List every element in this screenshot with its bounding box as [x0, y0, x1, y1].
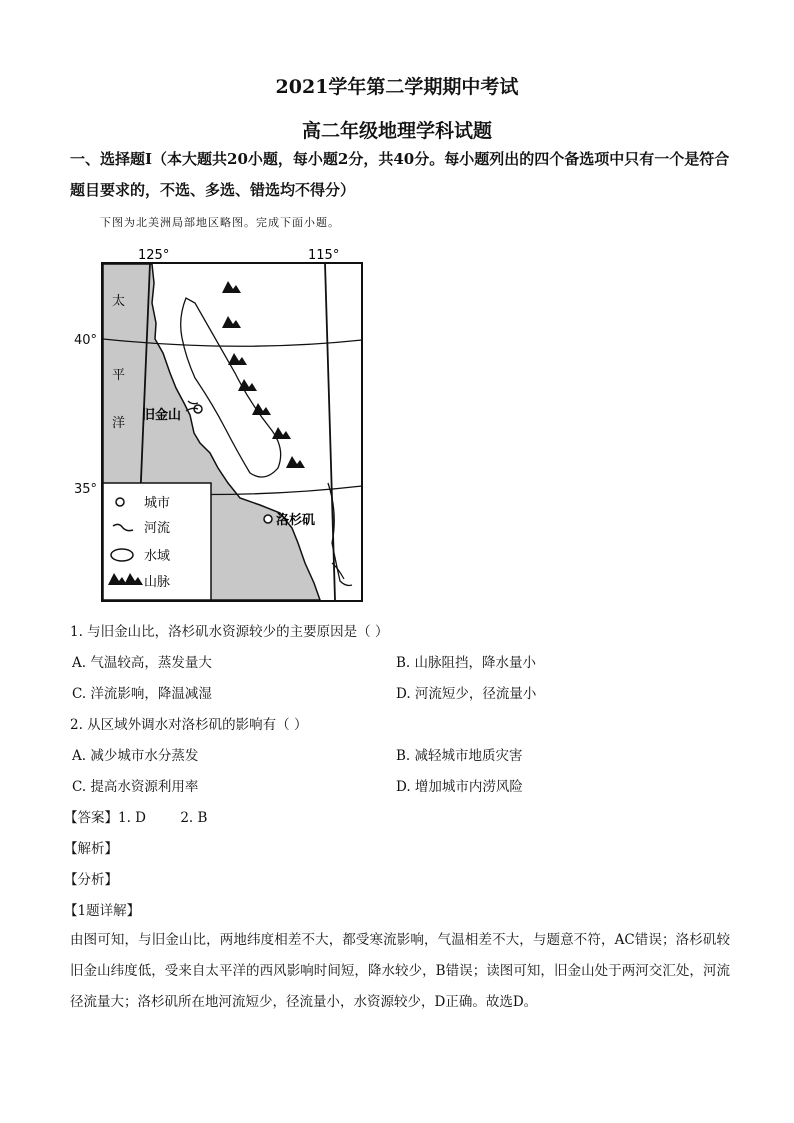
section-heading: 一、选择题Ⅰ（本大题共20小题，每小题2分，共40分。每小题列出的四个备选项中只有一个是符合题目要求的，不选、多选、错选均不得分）: [70, 150, 730, 199]
lat-label-40: 40°: [74, 333, 98, 348]
question-1-option-c[interactable]: C. 洋流影响，降温减湿: [72, 686, 212, 702]
ocean-char-1: 太: [112, 294, 126, 309]
lon-label-125: 125°: [138, 248, 170, 263]
legend-mountain: 山脉: [144, 575, 171, 590]
question-1-option-d[interactable]: D. 河流短少，径流量小: [396, 686, 537, 702]
lon-label-115: 115°: [308, 248, 340, 263]
question-2-option-a[interactable]: A. 减少城市水分蒸发: [72, 748, 199, 764]
detail-tag: 【1题详解】: [64, 903, 141, 919]
exam-subtitle: 高二年级地理学科试题: [301, 120, 492, 142]
exam-title: 2021学年第二学期期中考试: [275, 76, 519, 98]
question-2-option-b[interactable]: B. 减轻城市地质灾害: [396, 748, 523, 764]
legend-river: 河流: [144, 521, 171, 536]
los-angeles-marker: [264, 515, 272, 523]
ocean-char-2: 平: [112, 368, 126, 383]
question-1-option-a[interactable]: A. 气温较高，蒸发量大: [72, 655, 212, 671]
los-angeles-label: 洛杉矶: [276, 513, 316, 528]
question-2-option-c[interactable]: C. 提高水资源利用率: [72, 779, 199, 795]
answer-line: [64, 806, 207, 826]
map-legend: [103, 483, 211, 600]
legend-city: 城市: [144, 496, 171, 511]
question-2-stem: 2. 从区域外调水对洛杉矶的影响有（ ）: [70, 717, 308, 733]
question-2-option-d[interactable]: D. 增加城市内涝风险: [396, 779, 523, 795]
fenxi-tag: 【分析】: [64, 872, 118, 888]
north-america-map: [100, 243, 370, 603]
lat-label-35: 35°: [74, 482, 98, 497]
answer-tag: 【答案】: [64, 810, 118, 826]
question-1-option-b[interactable]: B. 山脉阻挡，降水量小: [396, 655, 537, 671]
san-francisco-label: 旧金山: [142, 408, 182, 423]
question-1-stem: 1. 与旧金山比，洛杉矶水资源较少的主要原因是（ ）: [70, 624, 389, 640]
answer-text: 1. D 2. B: [118, 810, 208, 826]
map-intro: 下图为北美洲局部地区略图。完成下面小题。: [100, 216, 340, 229]
detail-paragraph: 由图可知，与旧金山比，两地纬度相差不大，都受寒流影响，气温相差不大，与题意不符，AC错误；洛杉矶较旧金山纬度低，受来自太平洋的西风影响时间短，降水较少，B错误；读图可知，旧金山处于两河交汇处，河流径流量大；洛杉矶所在地河流短少，径流量小，水资源较少，D正确。故选D。: [70, 932, 730, 1010]
legend-water: 水域: [144, 549, 171, 564]
ocean-char-3: 洋: [112, 416, 126, 431]
analysis-tag: 【解析】: [64, 841, 118, 857]
